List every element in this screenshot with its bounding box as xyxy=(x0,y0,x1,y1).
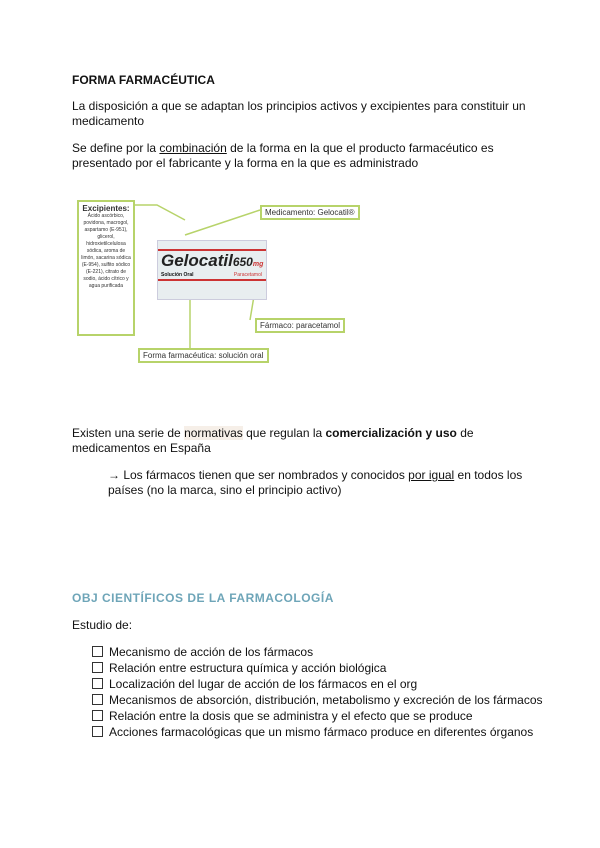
excipientes-title: Excipientes: xyxy=(82,204,130,213)
excipientes-callout xyxy=(77,200,135,336)
paragraph: Se define por la combinación de la forma en la que el producto farmacéutico es presentado por el fabricante y la forma en la que es administrado xyxy=(72,141,494,170)
list-item xyxy=(92,660,543,676)
list-item xyxy=(92,708,543,724)
item-label: Mecanismos de absorción, distribución, metabolismo y excreción de los fármacos xyxy=(109,693,543,707)
section-title: OBJ CIENTÍFICOS DE LA FARMACOLOGÍA xyxy=(72,591,334,605)
excipientes-text: Ácido ascórbico, povidona, macrogol, aspartamo (E-951), glicerol, hidroxietilcelulosa sódica, aroma de limón, sacarina sódica (E-954), sulfito sódico (E-221), citrato de sodio, ácido cítrico y agua purificada xyxy=(81,213,131,289)
checkbox[interactable] xyxy=(92,726,103,737)
checkbox[interactable] xyxy=(92,646,103,657)
list-item xyxy=(92,644,543,660)
item-label: Relación entre la dosis que se administra y el efecto que se produce xyxy=(109,709,473,723)
checklist xyxy=(92,644,543,740)
medicamento-callout: Medicamento: Gelocatil® xyxy=(260,205,360,220)
unit: mg xyxy=(252,261,264,268)
item-label: Mecanismo de acción de los fármacos xyxy=(109,645,314,659)
product-box xyxy=(157,240,267,300)
checkbox[interactable] xyxy=(92,662,103,673)
section-title: FORMA FARMACÉUTICA xyxy=(72,73,215,87)
item-label: Relación entre estructura química y acción biológica xyxy=(109,661,387,675)
checkbox[interactable] xyxy=(92,694,103,705)
item-label: Localización del lugar de acción de los fármacos en el org xyxy=(109,677,418,691)
checkbox[interactable] xyxy=(92,710,103,721)
brand: Gelocatil xyxy=(161,251,233,270)
paragraph: Existen una serie de normativas que regulan la comercialización y uso de medicamentos en España xyxy=(72,426,474,455)
list-item xyxy=(92,692,543,708)
arrow-note: → Los fármacos tienen que ser nombrados y conocidos por igual en todos los países (no la marca, sino el principio activo) xyxy=(108,468,523,497)
paragraph: La disposición a que se adaptan los principios activos y excipientes para constituir un medicamento xyxy=(72,99,526,128)
product-active: Paracetamol xyxy=(233,272,262,278)
item-label: Acciones farmacológicas que un mismo fármaco produce en diferentes órganos xyxy=(109,725,534,739)
farmaco-callout: Fármaco: paracetamol xyxy=(255,318,345,333)
checkbox[interactable] xyxy=(92,678,103,689)
product-sub: Solución Oral xyxy=(161,272,194,278)
list-item xyxy=(92,676,543,692)
gelocatil-figure xyxy=(60,190,360,370)
forma-callout: Forma farmacéutica: solución oral xyxy=(138,348,269,363)
list-item xyxy=(92,724,543,740)
intro: Estudio de: xyxy=(72,618,133,632)
dose: 650 xyxy=(232,255,253,269)
